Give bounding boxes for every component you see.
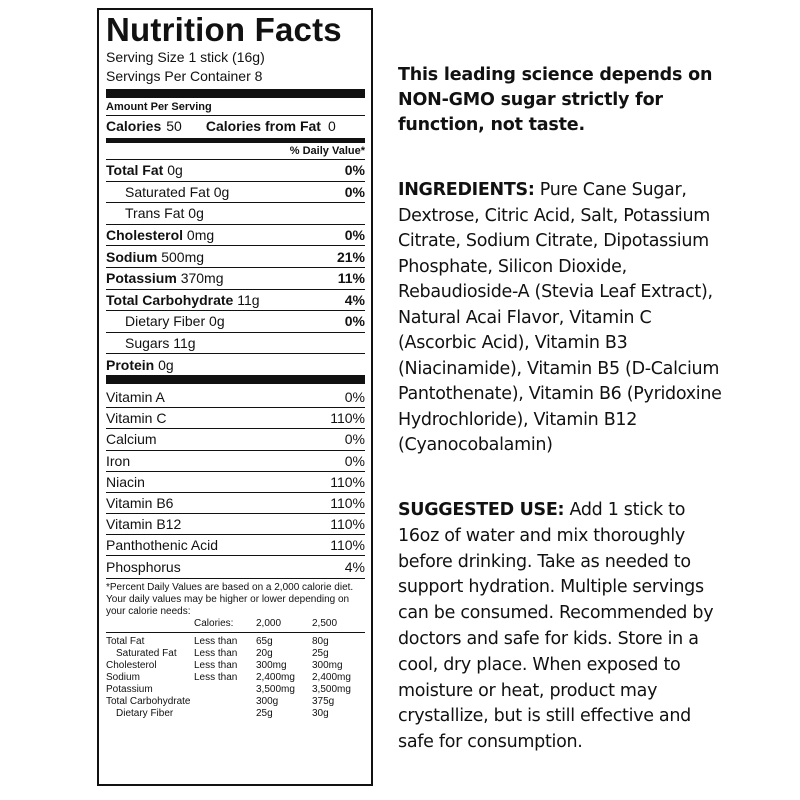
serving-size: Serving Size 1 stick (16g) [106, 49, 265, 65]
nutrient-dv: 0% [344, 183, 365, 200]
vitamin-row [106, 534, 365, 555]
nutrient-dv: 11% [337, 270, 365, 287]
dv-table-cell: Less than [194, 671, 238, 683]
nutrient-row-sodium [106, 245, 365, 267]
nutrient-name: Sugars [125, 335, 170, 352]
nutrient-name: Protein [106, 356, 155, 373]
vitamin-row [106, 555, 365, 576]
vitamin-dv: 0% [344, 388, 365, 405]
dv-table-cell: 300mg [256, 659, 287, 671]
nutrient-amount: 0mg [186, 227, 215, 244]
vitamin-dv: 0% [344, 431, 365, 448]
nutrient-amount: 11g [173, 335, 196, 352]
dv-table-cell [194, 696, 256, 708]
dv-table-cell: 3,500mg [256, 683, 295, 695]
nutrient-name: Sodium [106, 248, 158, 265]
dv-table-cell: 2,000 [256, 618, 312, 633]
divider-thick [106, 89, 365, 98]
vitamin-name: Phosphorus [106, 558, 181, 575]
vitamin-list [106, 386, 365, 577]
dv-table-cell: 375g [312, 695, 335, 707]
vitamin-dv: 4% [344, 558, 365, 575]
vitamin-name: Vitamin A [106, 388, 165, 405]
nutrient-amount: 0g [188, 205, 204, 222]
nutrient-row-saturated-fat [106, 181, 365, 203]
dv-table-cell: Total Carbohydrate [106, 695, 191, 707]
nutrient-name: Total Carbohydrate [106, 291, 234, 308]
nutrient-amount: 11g [237, 291, 260, 308]
nutrient-name: Potassium [106, 270, 177, 287]
vitamin-name: Iron [106, 452, 131, 469]
dv-table-cell [194, 708, 256, 720]
nutrient-amount: 500mg [161, 248, 205, 265]
nutrient-row-potassium [106, 267, 365, 289]
dv-table-cell: 2,500 [312, 618, 365, 633]
vitamin-name: Panthothenic Acid [106, 537, 219, 554]
dv-table-cell: 25g [256, 707, 273, 719]
nutrient-dv: 0% [344, 227, 365, 244]
dv-table-row [106, 696, 365, 708]
nutrition-facts-label [97, 8, 373, 786]
dv-table-header [106, 618, 365, 633]
dv-table-cell: Less than [194, 647, 238, 659]
dv-table-cell: Total Fat [106, 635, 145, 647]
divider-thick [106, 375, 365, 384]
suggested-use-text: Add 1 stick to 16oz of water and mix thoroughly before drinking. Take as needed to support hydration. Multiple servings can be consumed. Recommended by doctors and safe for kids. Store in a cool, dry place. When exposed to moisture or heat, product may crystallize, but is still effective and safe for consumption. [398, 500, 714, 753]
vitamin-dv: 110% [330, 516, 365, 533]
vitamin-dv: 110% [330, 473, 365, 490]
vitamin-name: Vitamin C [106, 410, 167, 427]
ingredients-text: Pure Cane Sugar, Dextrose, Citric Acid, Salt, Potassium Citrate, Sodium Citrate, Dipotassium Phosphate, Silicon Dioxide, Rebaudioside-A (Stevia Leaf Extract), Natural Acai Flavor, Vitamin C (Ascorbic Acid), Vitamin B3 (Niacinamide), Vitamin B5 (D-Calcium Pantothenate), Vitamin B6 (Pyridoxine Hydrochloride), Vitamin B12 (Cyanocobalamin) [398, 180, 722, 455]
dv-table-row [106, 708, 365, 720]
dv-table-cell: Less than [194, 635, 238, 647]
dv-table-cell: 3,500mg [312, 683, 351, 695]
dv-table-row [106, 632, 365, 648]
vitamin-name: Vitamin B12 [106, 516, 182, 533]
dv-table-cell: 65g [256, 635, 273, 647]
vitamin-row [106, 513, 365, 534]
dv-table-cell: 300mg [312, 659, 343, 671]
vitamin-dv: 110% [330, 410, 365, 427]
nutrient-name: Saturated Fat [125, 183, 210, 200]
tagline: This leading science depends on NON-GMO sugar strictly for function, not taste. [398, 65, 713, 135]
dv-table-cell: 25g [312, 647, 329, 659]
suggested-use-section [398, 498, 728, 756]
suggested-use-heading: SUGGESTED USE: [398, 500, 565, 520]
nutrient-row-cholesterol [106, 224, 365, 246]
dv-table-row [106, 684, 365, 696]
nutrient-name: Trans Fat [125, 205, 185, 222]
dv-table-cell: 30g [312, 707, 329, 719]
nutrient-amount: 0g [213, 183, 230, 200]
nutrient-name: Total Fat [106, 162, 164, 179]
vitamin-dv: 0% [344, 452, 365, 469]
calories-from-fat-label: Calories from Fat [205, 118, 321, 134]
nutrient-amount: 0g [209, 313, 225, 330]
vitamin-row [106, 471, 365, 492]
vitamin-dv: 110% [330, 537, 365, 554]
dv-table-cell: Saturated Fat [116, 647, 177, 659]
servings-per-container: Servings Per Container 8 [106, 68, 263, 84]
nutrient-dv: 21% [336, 248, 365, 265]
calories-value: 50 [166, 118, 182, 134]
dv-table-cell: 300g [256, 695, 279, 707]
label-title: Nutrition Facts [106, 11, 342, 48]
dv-table-cell [194, 684, 256, 696]
divider-medium [106, 138, 365, 143]
nutrient-row-sugars [106, 332, 365, 354]
dv-table-cell: 2,400mg [256, 671, 295, 683]
nutrient-amount: 0g [167, 162, 183, 179]
calories-from-fat-value: 0 [327, 118, 336, 134]
calories-label: Calories [106, 118, 162, 134]
daily-value-header: % Daily Value* [289, 145, 365, 157]
dv-table-cell: 2,400mg [312, 671, 351, 683]
nutrient-row-protein [106, 353, 365, 375]
calories-row [106, 115, 365, 136]
nutrient-name: Cholesterol [106, 227, 184, 244]
nutrient-dv: 4% [344, 291, 365, 308]
nutrient-amount: 370mg [180, 270, 224, 287]
vitamin-name: Vitamin B6 [106, 494, 174, 511]
dv-table-cell: Less than [194, 659, 238, 671]
dv-table-cell: Potassium [106, 683, 153, 695]
dv-table-row [106, 672, 365, 684]
nutrient-row-total-fat [106, 159, 365, 181]
dv-table-cell: Dietary Fiber [116, 707, 174, 719]
daily-value-table [106, 618, 365, 720]
nutrient-row-total-carbohydrate [106, 289, 365, 311]
ingredients-section [398, 178, 728, 459]
dv-table-cell: 20g [256, 647, 273, 659]
vitamin-name: Niacin [106, 473, 145, 490]
vitamin-row [106, 407, 365, 428]
nutrient-row-trans-fat [106, 202, 365, 224]
vitamin-row [106, 450, 365, 471]
nutrient-dv: 0% [344, 162, 365, 179]
vitamin-name: Calcium [106, 431, 157, 448]
ingredients-heading: INGREDIENTS: [398, 180, 535, 200]
amount-per-serving: Amount Per Serving [106, 101, 212, 113]
vitamin-dv: 110% [330, 494, 365, 511]
dv-table-cell: 80g [312, 635, 329, 647]
dv-table-row [106, 660, 365, 672]
vitamin-row [106, 386, 365, 407]
nutrient-name: Dietary Fiber [125, 313, 206, 330]
daily-value-footnote: *Percent Daily Values are based on a 2,000 calorie diet. Your daily values may be higher or lower depending on your calorie needs: [106, 578, 365, 618]
dv-table-cell: Cholesterol [106, 659, 157, 671]
vitamin-row [106, 492, 365, 513]
nutrient-amount: 0g [158, 356, 174, 373]
dv-table-cell: Calories: [194, 618, 256, 633]
nutrient-list [106, 159, 365, 375]
nutrient-dv: 0% [344, 313, 365, 330]
nutrient-row-dietary-fiber [106, 310, 365, 332]
dv-table-row [106, 648, 365, 660]
vitamin-row [106, 428, 365, 449]
dv-table-cell [106, 618, 194, 633]
dv-table-cell: Sodium [106, 671, 140, 683]
